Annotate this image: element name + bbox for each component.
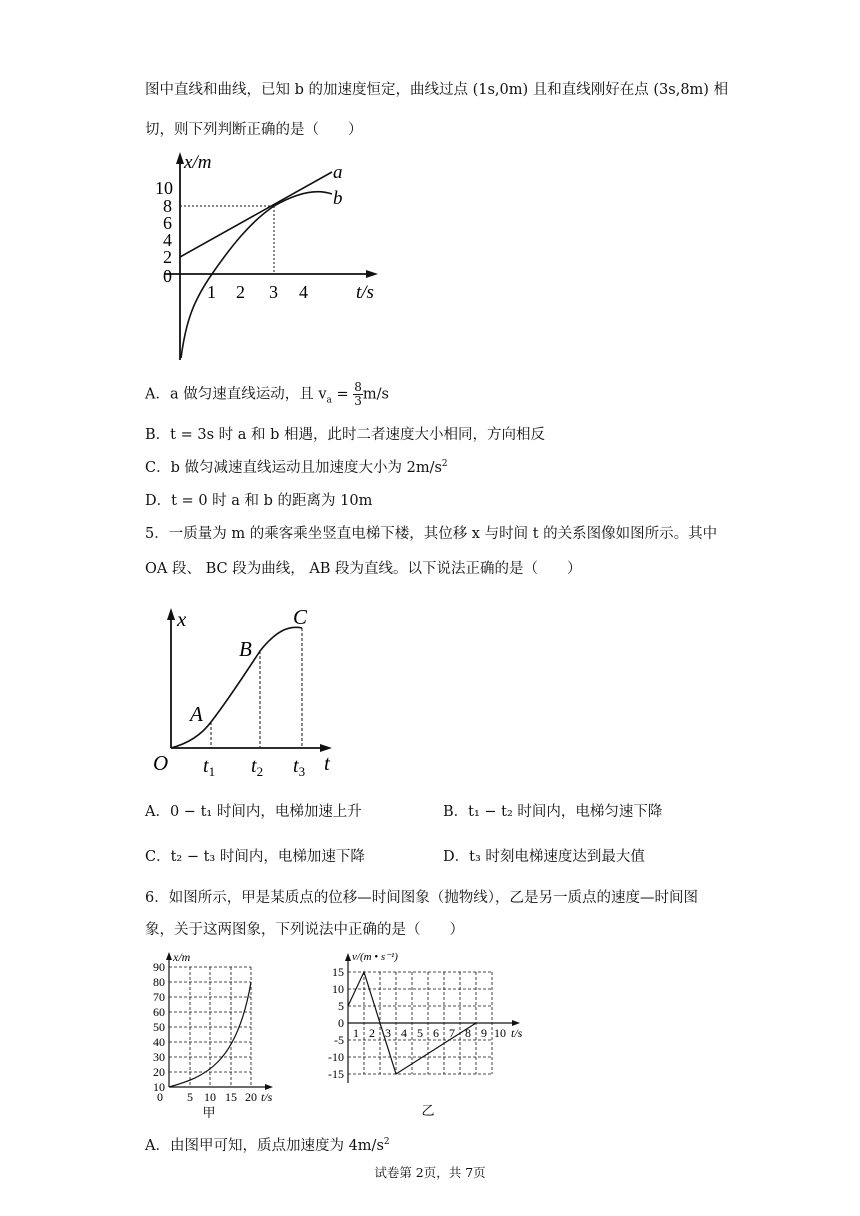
q6-jia-x-tick: 10	[204, 1090, 216, 1104]
q6-jia-y-tick: 90	[153, 960, 165, 974]
q6-yi-x-tick: 9	[481, 1026, 487, 1040]
q6-jia-x-tick: 5	[187, 1090, 193, 1104]
q6-jia-y-label: x/m	[173, 950, 191, 964]
q4-option-a-fraction	[353, 381, 363, 408]
q4-y-tick-4: 4	[163, 230, 172, 250]
q5-point-b: B	[239, 637, 252, 661]
q6-jia-x-tick: 20	[245, 1090, 257, 1104]
q5-option-c[interactable]: C．t₂ − t₃ 时间内，电梯加速下降	[145, 849, 365, 865]
q5-stem-line2: OA 段、 BC 段为曲线， AB 段为直线。以下说法正确的是（ ）	[145, 561, 582, 577]
q4-option-a-unit: m/s	[362, 386, 389, 403]
q4-y-tick-2: 2	[163, 247, 172, 267]
q4-option-d[interactable]: D．t = 0 时 a 和 b 的距离为 10m	[145, 493, 373, 509]
q4-x-tick-2: 2	[236, 282, 245, 302]
q6-yi-x-tick: 1	[353, 1026, 359, 1040]
q6-jia-y-tick: 80	[153, 975, 165, 989]
q4-x-label: t/s	[356, 282, 374, 303]
q6-yi-y-label: v/(m • s⁻¹)	[352, 951, 398, 963]
q6-yi-y-tick: -5	[334, 1033, 344, 1047]
q5-option-a[interactable]: A．0 − t₁ 时间内，电梯加速上升	[145, 804, 362, 820]
q4-label-b: b	[333, 188, 343, 209]
q4-stem-line2: 切，则下列判断正确的是（ ）	[145, 122, 363, 138]
q4-stem-line1: 图中直线和曲线，已知 b 的加速度恒定，曲线过点 (1s,0m) 且和直线刚好在点 (3s,8m) 相	[145, 82, 729, 98]
q4-option-c-sup: 2	[441, 459, 448, 470]
q6-yi-x-tick: 6	[433, 1026, 439, 1040]
q5-stem-line1: 5．一质量为 m 的乘客乘坐竖直电梯下楼，其位移 x 与时间 t 的关系图像如图所示。其中	[145, 526, 718, 542]
q6-yi-y-tick: 0	[338, 1016, 344, 1030]
q5-tick-t1: $t_1$	[203, 755, 216, 779]
q4-y-tick-10: 10	[155, 178, 173, 198]
q5-point-a: A	[190, 702, 203, 726]
q6-jia-x-label: t/s	[261, 1090, 273, 1104]
q5-option-b[interactable]: B．t₁ − t₂ 时间内，电梯匀速下降	[443, 804, 663, 820]
q5-x-label: t	[324, 751, 330, 775]
q4-y-tick-6: 6	[163, 213, 172, 233]
q4-option-a-text: A．a 做匀速直线运动，且 v	[145, 386, 327, 403]
q5-curve	[171, 627, 302, 748]
q4-x-tick-1: 1	[207, 282, 216, 302]
q6-yi-y-tick: -10	[328, 1050, 344, 1064]
q6-yi-x-tick: 4	[401, 1026, 407, 1040]
q5-origin-label: O	[153, 751, 169, 775]
q4-y-tick-0: 0	[163, 266, 172, 286]
q5-tick-t3: $t_3$	[293, 755, 306, 779]
q6-yi-x-label: t/s	[511, 1026, 523, 1040]
q6-yi-x-tick: 10	[494, 1026, 506, 1040]
q6-jia-y-tick: 20	[153, 1065, 165, 1079]
q4-y-tick-8: 8	[163, 196, 172, 216]
q4-option-c-text: C．b 做匀减速直线运动且加速度大小为 2m/s	[145, 460, 442, 476]
q6-graph-yi	[330, 948, 535, 1118]
q6-jia-y-tick: 50	[153, 1020, 165, 1034]
q5-tick-t2: $t_2$	[251, 755, 264, 779]
q6-option-a[interactable]	[145, 1134, 390, 1155]
q4-x-tick-3: 3	[269, 282, 278, 302]
q4-line-a	[180, 172, 332, 257]
q4-xt-graph	[150, 150, 390, 365]
q5-option-d[interactable]: D．t₃ 时刻电梯速度达到最大值	[443, 849, 645, 865]
q5-y-label: x	[177, 607, 187, 631]
q4-fraction-num: 8	[354, 380, 362, 394]
q6-jia-y-tick: 30	[153, 1050, 165, 1064]
q6-jia-y-tick: 70	[153, 990, 165, 1004]
q6-yi-caption: 乙	[421, 1103, 435, 1118]
q6-yi-y-tick: 10	[332, 982, 344, 996]
q4-option-a-sub: a	[326, 395, 332, 406]
q6-yi-x-tick: 8	[465, 1026, 471, 1040]
q6-yi-x-tick: 5	[417, 1026, 423, 1040]
q6-yi-x-tick: 3	[385, 1026, 391, 1040]
q4-x-tick-4: 4	[299, 282, 308, 302]
q4-option-c[interactable]	[145, 456, 448, 477]
q6-yi-x-tick: 2	[369, 1026, 375, 1040]
q6-option-a-sup: 2	[383, 1137, 390, 1148]
q4-option-b[interactable]: B．t = 3s 时 a 和 b 相遇，此时二者速度大小相同，方向相反	[145, 427, 545, 443]
q5-point-c: C	[293, 605, 308, 629]
q6-stem-line2: 象，关于这两图象，下列说法中正确的是（ ）	[145, 922, 464, 938]
q6-jia-y-tick: 40	[153, 1035, 165, 1049]
q6-jia-caption: 甲	[202, 1105, 216, 1120]
q5-xt-graph	[150, 600, 350, 780]
q6-graph-jia	[145, 950, 295, 1120]
q6-jia-x-tick: 0	[157, 1090, 163, 1104]
q6-stem-line1: 6．如图所示，甲是某质点的位移—时间图象（抛物线），乙是另一质点的速度—时间图	[145, 890, 698, 906]
q6-jia-x-tick: 15	[225, 1090, 237, 1104]
q6-yi-y-tick: 15	[332, 965, 344, 979]
q6-jia-y-tick: 60	[153, 1005, 165, 1019]
page-footer: 试卷第 2页，共 7页	[374, 1165, 486, 1180]
q4-fraction-den: 3	[354, 394, 362, 408]
q4-label-a: a	[333, 162, 343, 183]
q4-y-label: x/m	[184, 152, 212, 173]
q6-jia-y-tick: 10	[153, 1080, 165, 1094]
q6-yi-y-tick: 5	[338, 999, 344, 1013]
q6-option-a-text: A．由图甲可知，质点加速度为 4m/s	[145, 1138, 384, 1154]
q6-yi-x-tick: 7	[449, 1026, 455, 1040]
q6-yi-y-tick: -15	[328, 1067, 344, 1081]
q4-option-a[interactable]	[145, 381, 389, 408]
q4-option-a-eq: =	[331, 386, 354, 403]
